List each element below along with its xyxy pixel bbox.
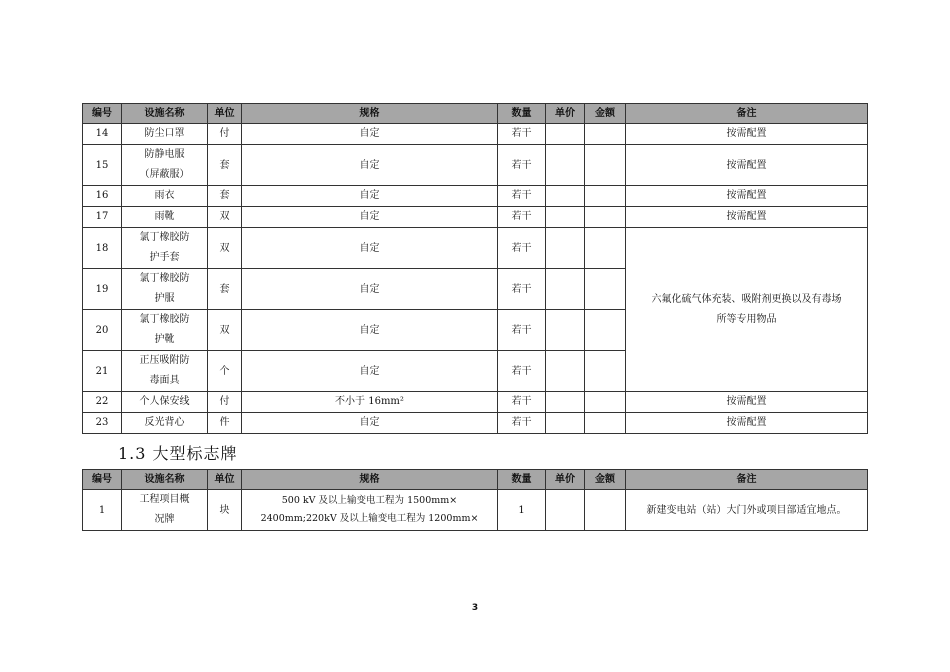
- cell-amount: [585, 351, 626, 392]
- cell-qty: 若干: [498, 351, 546, 392]
- cell-name: 防尘口罩: [122, 124, 208, 145]
- cell-no: 21: [83, 351, 122, 392]
- cell-name-line: 氯丁橡胶防: [139, 232, 190, 243]
- cell-unit-price: [546, 392, 585, 413]
- header-unit-price: 单价: [546, 470, 585, 490]
- cell-unit: 套: [208, 145, 242, 186]
- note-line: 六氟化硫气体充装、吸附剂更换以及有毒场: [651, 293, 842, 305]
- cell-unit: 双: [208, 228, 242, 269]
- cell-qty: 若干: [498, 124, 546, 145]
- cell-unit-price: [546, 145, 585, 186]
- cell-name: [122, 145, 208, 186]
- cell-name: 雨衣: [122, 186, 208, 207]
- cell-qty: 若干: [498, 310, 546, 351]
- cell-spec: 自定: [242, 145, 498, 186]
- header-qty: 数量: [498, 104, 546, 124]
- cell-unit-price: [546, 413, 585, 434]
- cell-amount: [585, 186, 626, 207]
- table-row: [83, 124, 868, 145]
- cell-qty: 若干: [498, 392, 546, 413]
- cell-spec: 自定: [242, 186, 498, 207]
- cell-name-line: 护服: [154, 293, 175, 304]
- cell-unit-price: [546, 351, 585, 392]
- cell-spec: 自定: [242, 413, 498, 434]
- cell-no: 1: [83, 490, 122, 531]
- cell-qty: 若干: [498, 269, 546, 310]
- cell-name: 个人保安线: [122, 392, 208, 413]
- cell-no: 16: [83, 186, 122, 207]
- cell-spec: 自定: [242, 269, 498, 310]
- header-qty: 数量: [498, 470, 546, 490]
- header-name: 设施名称: [122, 104, 208, 124]
- facilities-table-2: [82, 469, 868, 531]
- cell-spec-line: 2400mm;220kV 及以上输变电工程为 1200mm×: [260, 513, 479, 524]
- cell-note: 新建变电站（站）大门外或项目部适宜地点。: [626, 490, 868, 531]
- cell-unit: 付: [208, 124, 242, 145]
- cell-unit: 付: [208, 392, 242, 413]
- cell-unit-price: [546, 310, 585, 351]
- cell-no: 18: [83, 228, 122, 269]
- header-amount: 金额: [585, 470, 626, 490]
- cell-unit-price: [546, 490, 585, 531]
- facilities-table-1: [82, 103, 868, 434]
- cell-qty: 若干: [498, 413, 546, 434]
- cell-name: 反光背心: [122, 413, 208, 434]
- cell-name-line: 氯丁橡胶防: [139, 314, 190, 325]
- header-amount: 金额: [585, 104, 626, 124]
- cell-no: 17: [83, 207, 122, 228]
- cell-amount: [585, 490, 626, 531]
- cell-unit: 套: [208, 186, 242, 207]
- cell-name-line: 工程项目概: [139, 494, 190, 505]
- cell-name: 雨靴: [122, 207, 208, 228]
- cell-name-line: 毒面具: [149, 375, 180, 386]
- cell-unit-price: [546, 269, 585, 310]
- cell-amount: [585, 124, 626, 145]
- cell-no: 20: [83, 310, 122, 351]
- cell-unit-price: [546, 124, 585, 145]
- cell-amount: [585, 310, 626, 351]
- cell-no: 22: [83, 392, 122, 413]
- cell-name-line: 况牌: [154, 514, 175, 525]
- table-row: [83, 145, 868, 186]
- header-name: 设施名称: [122, 470, 208, 490]
- cell-unit: 套: [208, 269, 242, 310]
- cell-name-line: （屏蔽服）: [139, 169, 190, 180]
- header-note: 备注: [626, 470, 868, 490]
- cell-name: [122, 269, 208, 310]
- table-row: [83, 207, 868, 228]
- cell-unit: 个: [208, 351, 242, 392]
- cell-unit-price: [546, 228, 585, 269]
- cell-no: 15: [83, 145, 122, 186]
- cell-unit-price: [546, 207, 585, 228]
- cell-name-line: 护靴: [154, 334, 175, 345]
- cell-unit: 件: [208, 413, 242, 434]
- header-note: 备注: [626, 104, 868, 124]
- page-number: 3: [471, 603, 479, 613]
- header-unit: 单位: [208, 104, 242, 124]
- cell-spec: 自定: [242, 207, 498, 228]
- cell-name: [122, 351, 208, 392]
- cell-unit-price: [546, 186, 585, 207]
- cell-name-line: 护手套: [149, 252, 180, 263]
- cell-no: 14: [83, 124, 122, 145]
- cell-name: [122, 310, 208, 351]
- cell-name: [122, 490, 208, 531]
- cell-no: 19: [83, 269, 122, 310]
- cell-note: 按需配置: [626, 186, 868, 207]
- cell-note: 按需配置: [626, 207, 868, 228]
- cell-spec: 自定: [242, 351, 498, 392]
- cell-qty: 若干: [498, 186, 546, 207]
- table-row: [83, 490, 868, 531]
- cell-unit: 块: [208, 490, 242, 531]
- cell-amount: [585, 145, 626, 186]
- note-line: 所等专用物品: [716, 313, 777, 325]
- table-header-row: [83, 104, 868, 124]
- cell-spec-line: 500 kV 及以上输变电工程为 1500mm×: [281, 495, 458, 506]
- section-heading: 1.3 大型标志牌: [118, 444, 238, 463]
- header-no: 编号: [83, 104, 122, 124]
- table-row: [83, 186, 868, 207]
- cell-spec: [242, 490, 498, 531]
- cell-amount: [585, 207, 626, 228]
- cell-note: 按需配置: [626, 413, 868, 434]
- cell-note: 按需配置: [626, 145, 868, 186]
- cell-spec: 自定: [242, 228, 498, 269]
- table-row: [83, 392, 868, 413]
- cell-name: [122, 228, 208, 269]
- cell-spec: 自定: [242, 124, 498, 145]
- cell-amount: [585, 392, 626, 413]
- cell-unit: 双: [208, 310, 242, 351]
- cell-qty: 若干: [498, 207, 546, 228]
- table-row: [83, 228, 868, 269]
- header-spec: 规格: [242, 470, 498, 490]
- cell-name-line: 正压吸附防: [139, 355, 190, 366]
- table-header-row: [83, 470, 868, 490]
- cell-note: 按需配置: [626, 392, 868, 413]
- cell-note-merged: [626, 228, 868, 392]
- cell-no: 23: [83, 413, 122, 434]
- cell-qty: 若干: [498, 228, 546, 269]
- cell-qty: 若干: [498, 145, 546, 186]
- header-unit-price: 单价: [546, 104, 585, 124]
- cell-amount: [585, 269, 626, 310]
- cell-note: 按需配置: [626, 124, 868, 145]
- header-spec: 规格: [242, 104, 498, 124]
- table-row: [83, 413, 868, 434]
- cell-spec: 自定: [242, 310, 498, 351]
- cell-amount: [585, 413, 626, 434]
- header-unit: 单位: [208, 470, 242, 490]
- cell-qty: 1: [498, 490, 546, 531]
- header-no: 编号: [83, 470, 122, 490]
- cell-amount: [585, 228, 626, 269]
- cell-unit: 双: [208, 207, 242, 228]
- cell-name-line: 氯丁橡胶防: [139, 273, 190, 284]
- cell-spec: 不小于 16mm²: [242, 392, 498, 413]
- cell-name-line: 防静电服: [144, 149, 185, 160]
